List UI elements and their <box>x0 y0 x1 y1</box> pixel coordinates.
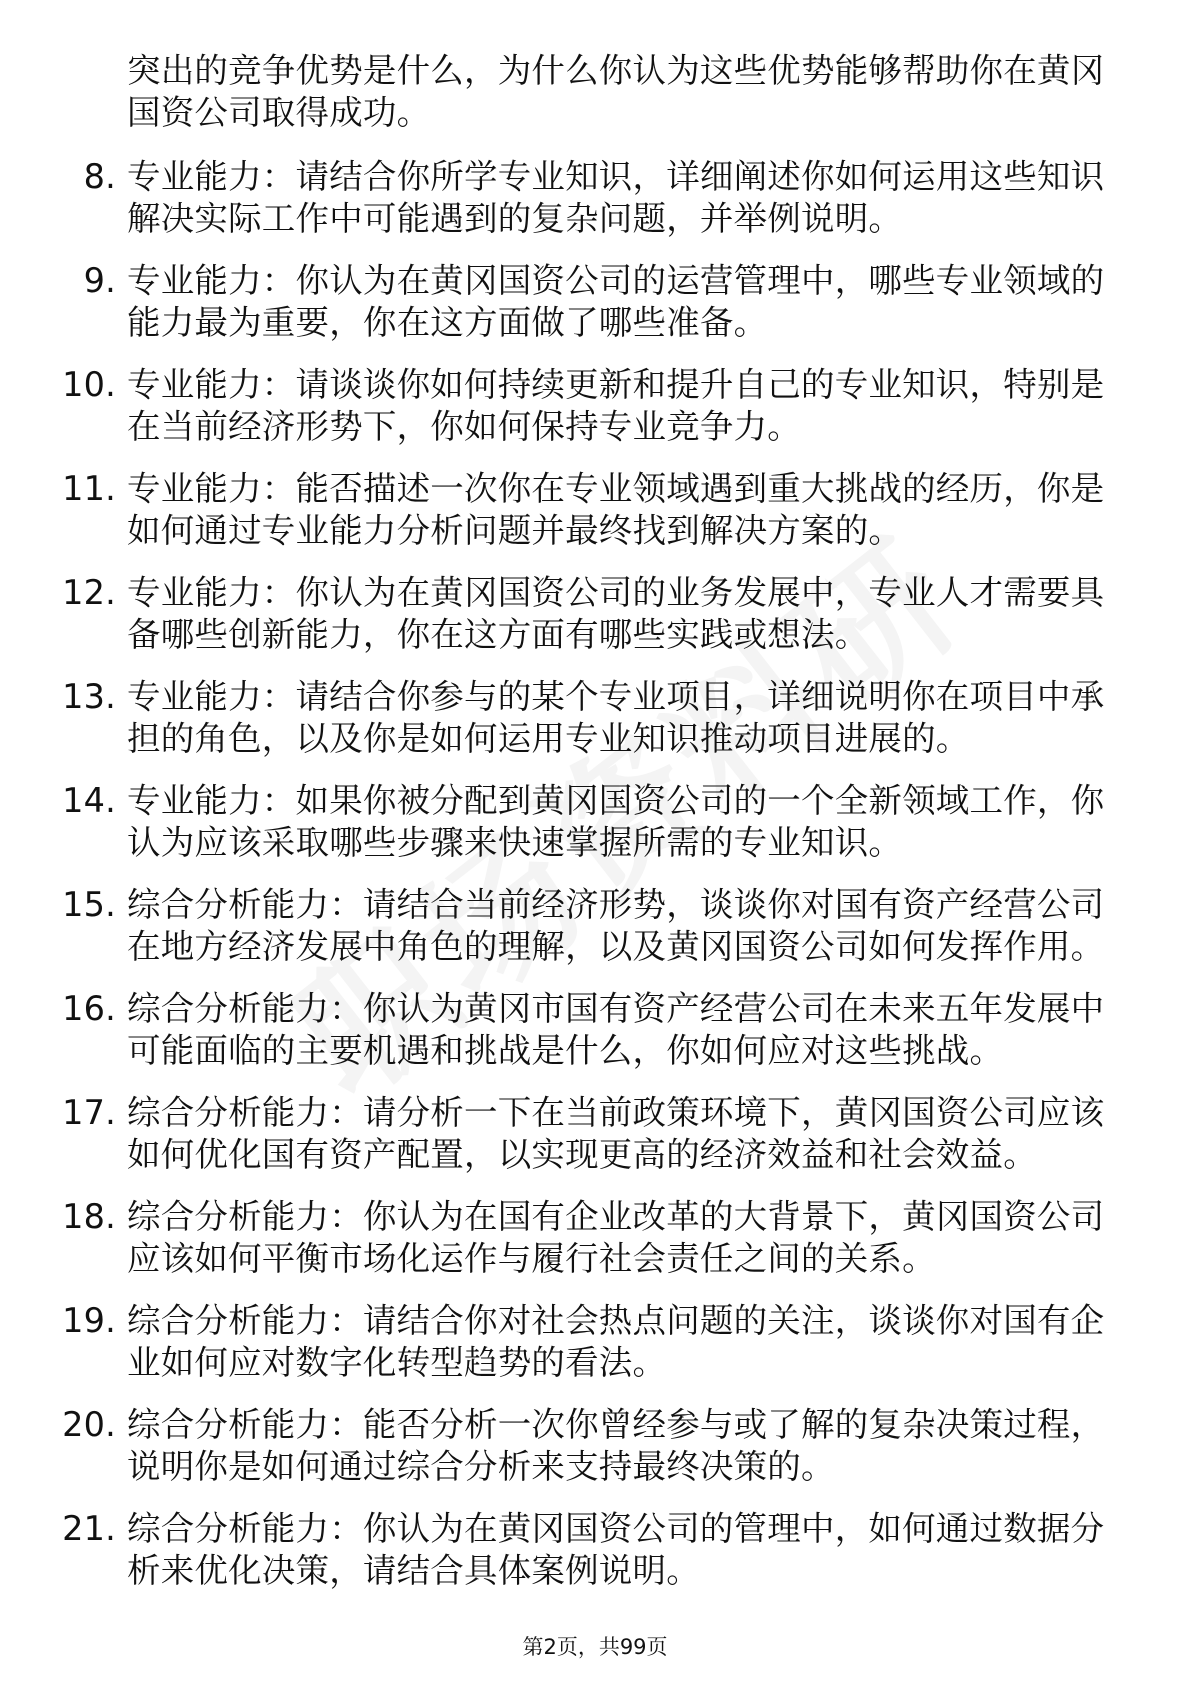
question-number: 16. <box>62 989 116 1028</box>
list-item <box>0 884 1112 968</box>
list-item <box>0 156 1112 240</box>
list-item <box>0 572 1112 656</box>
question-text: 综合分析能力：你认为在黄冈国资公司的管理中，如何通过数据分析来优化决策，请结合具体案例说明。 <box>127 1509 1105 1590</box>
page-number-label: 第2页，共99页 <box>522 1635 668 1659</box>
question-text: 综合分析能力：请分析一下在当前政策环境下，黄冈国资公司应该如何优化国有资产配置，以实现更高的经济效益和社会效益。 <box>127 1093 1105 1174</box>
question-number: 20. <box>62 1405 116 1444</box>
question-number: 11. <box>62 469 116 508</box>
list-item <box>0 1404 1112 1488</box>
list-item <box>0 780 1112 864</box>
list-item <box>0 260 1112 344</box>
question-text: 专业能力：如果你被分配到黄冈国资公司的一个全新领域工作，你认为应该采取哪些步骤来快速掌握所需的专业知识。 <box>127 781 1105 862</box>
question-list <box>0 50 1190 1612</box>
question-number: 14. <box>62 781 116 820</box>
question-number: 15. <box>62 885 116 924</box>
list-item <box>0 1508 1112 1592</box>
question-text: 综合分析能力：能否分析一次你曾经参与或了解的复杂决策过程，说明你是如何通过综合分析来支持最终决策的。 <box>127 1405 1105 1486</box>
continuation-text: 突出的竞争优势是什么，为什么你认为这些优势能够帮助你在黄冈国资公司取得成功。 <box>127 51 1105 132</box>
question-number: 12. <box>62 573 116 612</box>
question-text: 综合分析能力：请结合当前经济形势，谈谈你对国有资产经营公司在地方经济发展中角色的理解，以及黄冈国资公司如何发挥作用。 <box>127 885 1105 966</box>
list-item <box>0 364 1112 448</box>
list-item <box>0 1196 1112 1280</box>
list-item <box>0 468 1112 552</box>
question-number: 10. <box>62 365 116 404</box>
question-number: 9. <box>83 261 116 300</box>
question-text: 专业能力：请结合你参与的某个专业项目，详细说明你在项目中承担的角色，以及你是如何运用专业知识推动项目进展的。 <box>127 677 1105 758</box>
question-text: 综合分析能力：你认为黄冈市国有资产经营公司在未来五年发展中可能面临的主要机遇和挑战是什么，你如何应对这些挑战。 <box>127 989 1105 1070</box>
question-text: 专业能力：你认为在黄冈国资公司的运营管理中，哪些专业领域的能力最为重要，你在这方面做了哪些准备。 <box>127 261 1105 342</box>
question-number: 13. <box>62 677 116 716</box>
continuation-paragraph <box>0 50 1112 134</box>
question-text: 综合分析能力：请结合你对社会热点问题的关注，谈谈你对国有企业如何应对数字化转型趋势的看法。 <box>127 1301 1105 1382</box>
question-text: 专业能力：请谈谈你如何持续更新和提升自己的专业知识，特别是在当前经济形势下，你如何保持专业竞争力。 <box>127 365 1105 446</box>
list-item <box>0 676 1112 760</box>
question-number: 8. <box>83 157 116 196</box>
page-footer <box>0 1633 1190 1661</box>
question-number: 19. <box>62 1301 116 1340</box>
question-text: 专业能力：请结合你所学专业知识，详细阐述你如何运用这些知识解决实际工作中可能遇到的复杂问题，并举例说明。 <box>127 157 1105 238</box>
list-item <box>0 1092 1112 1176</box>
question-text: 综合分析能力：你认为在国有企业改革的大背景下，黄冈国资公司应该如何平衡市场化运作与履行社会责任之间的关系。 <box>127 1197 1105 1278</box>
question-number: 17. <box>62 1093 116 1132</box>
list-item <box>0 988 1112 1072</box>
question-number: 18. <box>62 1197 116 1236</box>
list-item <box>0 1300 1112 1384</box>
question-text: 专业能力：能否描述一次你在专业领域遇到重大挑战的经历，你是如何通过专业能力分析问题并最终找到解决方案的。 <box>127 469 1105 550</box>
question-number: 21. <box>62 1509 116 1548</box>
question-text: 专业能力：你认为在黄冈国资公司的业务发展中，专业人才需要具备哪些创新能力，你在这方面有哪些实践或想法。 <box>127 573 1105 654</box>
